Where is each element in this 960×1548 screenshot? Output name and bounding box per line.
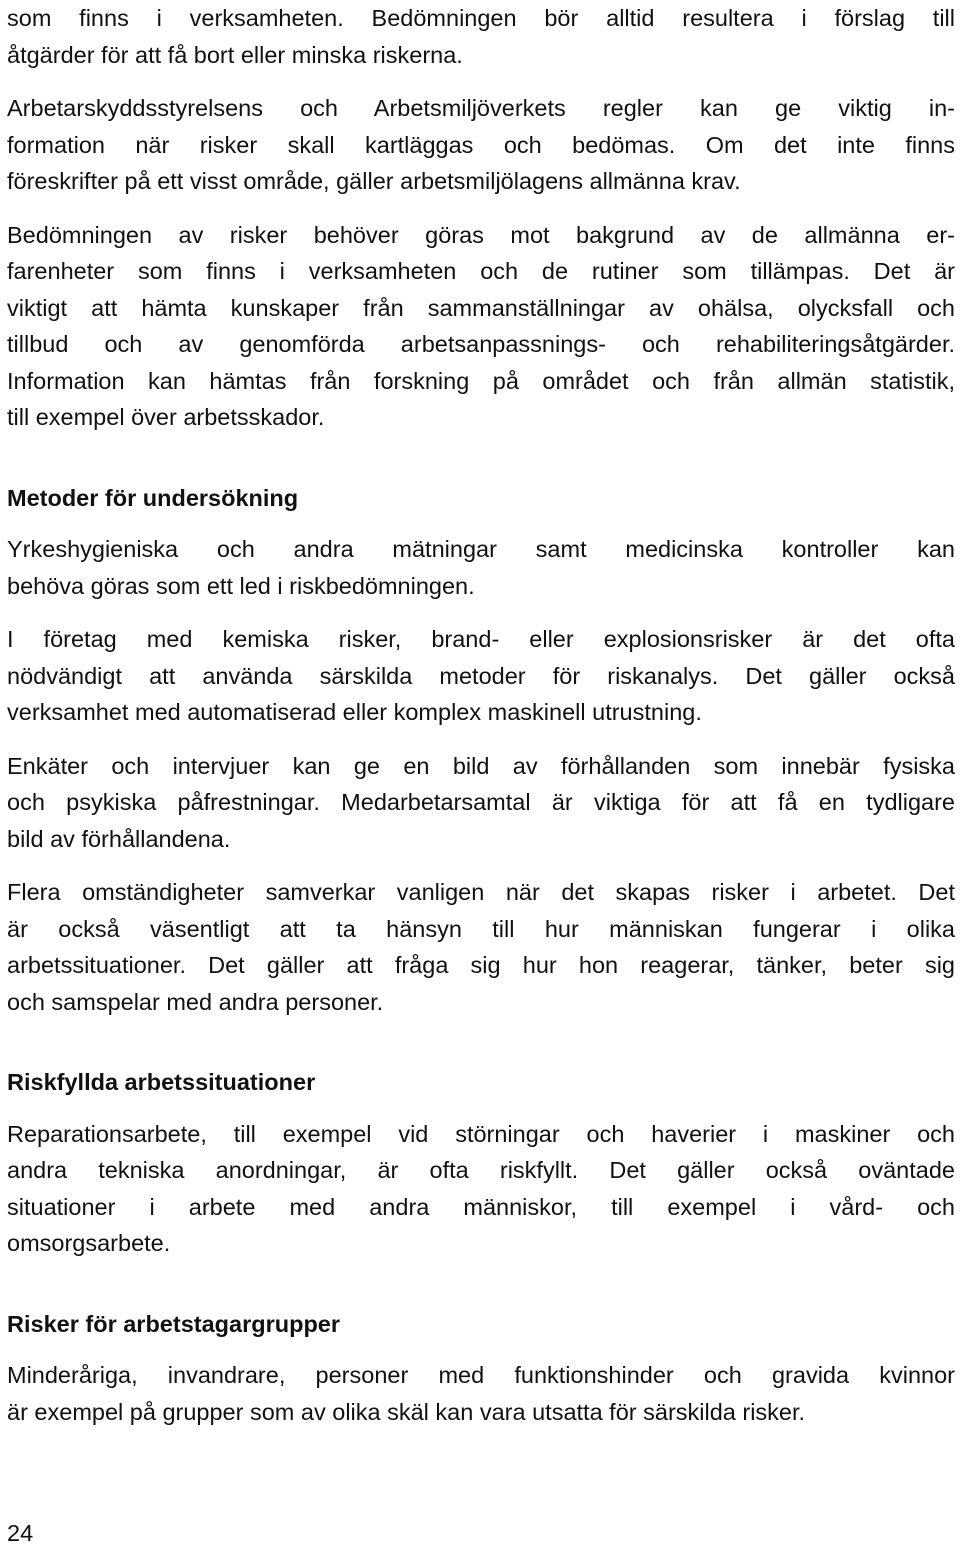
text-line: är också väsentligt att ta hänsyn till hur människan fungerar i olika (7, 915, 955, 942)
text-line: bild av förhållandena. (7, 825, 231, 852)
section-heading: Risker för arbetstagargrupper (7, 1310, 341, 1337)
text-line: Arbetarskyddsstyrelsens och Arbetsmiljöverkets regler kan ge viktig in- (7, 95, 955, 121)
text-line: och psykiska påfrestningar. Medarbetarsamtal är viktiga för att få en tydligare (7, 789, 955, 815)
text-line: tillbud och av genomförda arbetsanpassnings- och rehabiliteringsåtgärder. (7, 331, 955, 357)
text-line: viktigt att hämta kunskaper från sammanställningar av ohälsa, olycksfall och (7, 294, 955, 321)
paragraph (7, 0, 955, 73)
text-line: nödvändigt att använda särskilda metoder för riskanalys. Det gäller också (7, 662, 955, 689)
text-line: är exempel på grupper som av olika skäl kan vara utsatta för särskilda risker. (7, 1398, 806, 1425)
text-line: Yrkeshygieniska och andra mätningar samt medicinska kontroller kan (7, 536, 955, 562)
text-line: Enkäter och intervjuer kan ge en bild av förhållanden som innebär fysiska (7, 752, 955, 779)
text-line: I företag med kemiska risker, brand- eller explosionsrisker är det ofta (7, 626, 955, 652)
section-heading: Riskfyllda arbetssituationer (7, 1069, 316, 1095)
text-line: farenheter som finns i verksamheten och de rutiner som tillämpas. Det är (7, 258, 955, 284)
text-line: Minderåriga, invandrare, personer med funktionshinder och gravida kvinnor (7, 1362, 955, 1388)
paragraph (7, 874, 955, 1020)
text-line: Bedömningen av risker behöver göras mot bakgrund av de allmänna er- (7, 221, 955, 248)
text-line: situationer i arbete med andra människor, till exempel i vård- och (7, 1193, 955, 1220)
text-line: formation när risker skall kartläggas och bedömas. Om det inte finns (7, 131, 955, 158)
text-line: verksamhet med automatiserad eller komplex maskinell utrustning. (7, 699, 702, 725)
paragraph (7, 217, 955, 436)
section-heading: Metoder för undersökning (7, 484, 299, 511)
document-page (7, 0, 955, 1447)
text-line: åtgärder för att få bort eller minska riskerna. (7, 41, 463, 68)
paragraph (7, 531, 955, 604)
text-line: föreskrifter på ett visst område, gäller arbetsmiljölagens allmänna krav. (7, 168, 741, 194)
paragraph (7, 1116, 955, 1262)
text-line: Flera omständigheter samverkar vanligen när det skapas risker i arbetet. Det (7, 879, 955, 905)
text-line: arbetssituationer. Det gäller att fråga sig hur hon reagerar, tänker, beter sig (7, 952, 955, 978)
paragraph (7, 1357, 955, 1430)
text-line: behöva göras som ett led i riskbedömningen. (7, 572, 475, 599)
page-number: 24 (7, 1520, 34, 1546)
text-line: till exempel över arbetsskador. (7, 404, 325, 430)
text-line: omsorgsarbete. (7, 1230, 171, 1256)
text-line: andra tekniska anordningar, är ofta riskfyllt. Det gäller också oväntade (7, 1157, 955, 1183)
text-line: och samspelar med andra personer. (7, 988, 384, 1015)
text-line: Reparationsarbete, till exempel vid störningar och haverier i maskiner och (7, 1120, 955, 1147)
text-line: Information kan hämtas från forskning på området och från allmän statistik, (7, 367, 955, 394)
paragraph (7, 748, 955, 858)
paragraph (7, 621, 955, 731)
text-line: som finns i verksamheten. Bedömningen bör alltid resultera i förslag till (7, 5, 955, 31)
paragraph (7, 90, 955, 200)
